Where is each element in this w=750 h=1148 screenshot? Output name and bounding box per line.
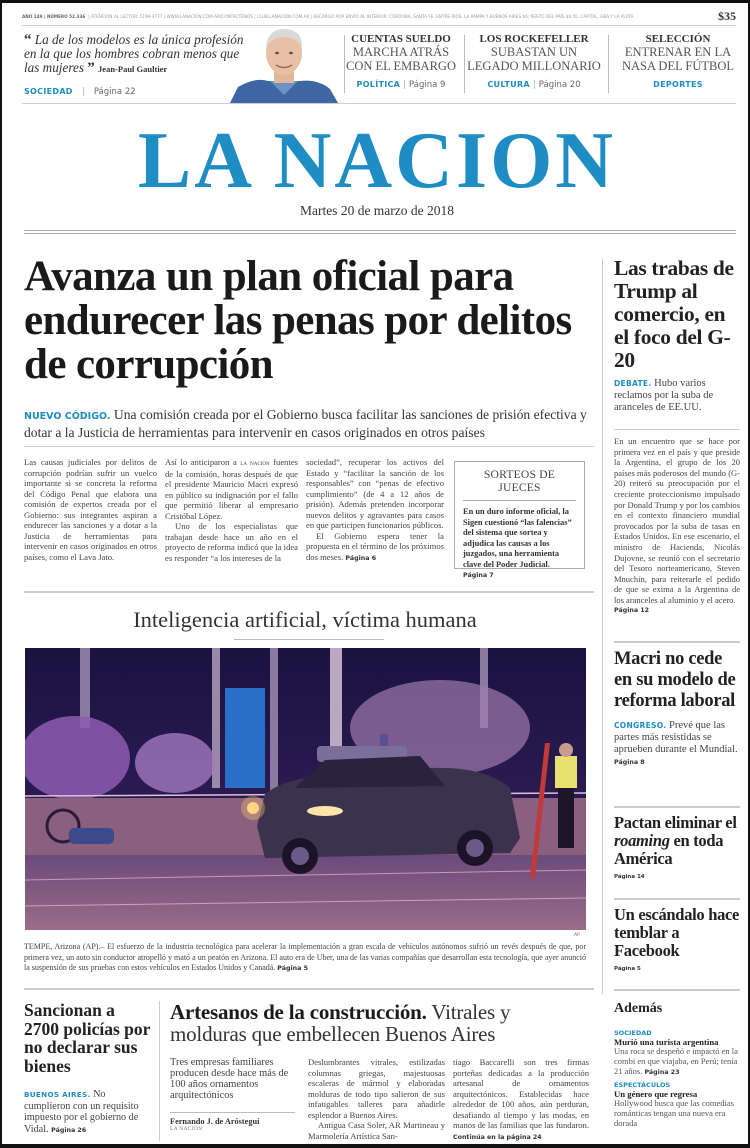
story-headline: Macri no cede en su modelo de reforma laboral [614, 649, 736, 711]
story-headline: Sancionan a 2700 policías por no declarar sus bienes [24, 1000, 151, 1076]
divider [170, 1112, 295, 1113]
news-photo [25, 648, 586, 930]
story-trump[interactable] [614, 257, 740, 414]
contact-info: | ATENCIÓN AL LECTOR: 5199-4777 | WWW.LANACION.COM.AR/CONTACTENOS | CLUB.LANACION.COM.AR | RECARGO POR ENVÍO AL INTERIOR: CÓRDOBA, SANTA FE, ENTRE RÍOS, LA PAMPA Y BUENOS AIRES $6; RESTO DEL PAÍS $6,50. CAPITAL, GBA Y LA PLATA [88, 13, 634, 19]
divider [614, 806, 740, 808]
quote-text: La de los modelos es la única profesión en la que los hombres cobran menos que las mujeres [24, 32, 244, 76]
masthead-info-line [22, 10, 736, 22]
divider [24, 446, 594, 447]
photo-story-title[interactable]: Inteligencia artificial, víctima humana [133, 607, 477, 632]
story-deck: DEBATE. Hubo varios reclamos por la suba de aranceles de EE.UU. [614, 378, 714, 413]
column-divider [159, 1001, 160, 1141]
close-quote-icon: ” [87, 60, 95, 77]
lead-column-1 [24, 457, 157, 562]
story-deck: CONGRESO. Prevé que las partes más resistidas se aprueben durante el Mundial. Página 8 [614, 720, 738, 766]
divider [24, 988, 594, 990]
newspaper-logo[interactable]: LA NACION [137, 117, 617, 205]
story-roaming[interactable] [614, 814, 740, 880]
paragraph: Las causas judiciales por delitos de corrupción podrían sufrir un vuelco importante si se concreta la reforma del Código Penal que elabora una comisión de expertos creada por el Gobierno: sus integrantes aspiran a endurecer las sanciones y a dotar a la Justicia de herramientas para intervenir en casos originados en otros países, como el Lava Jato. [24, 457, 157, 562]
lead-deck [24, 407, 594, 440]
page-ref: Página 6 [345, 554, 377, 562]
section-label: CULTURA [487, 80, 530, 89]
story-policias[interactable] [24, 1001, 152, 1136]
ademas-item[interactable]: SOCIEDAD Murió una turista argentina Una roca se despeñó e impactó en la combi en que viajaba, en Perú; tenía 21 años. Página 23 [614, 1029, 738, 1076]
teaser-title: ENTRENAR EN LA NASA DEL FÚTBOL [621, 45, 735, 73]
page-ref: Página 14 [614, 874, 645, 880]
divider [614, 429, 740, 430]
quote-section-ref: SOCIEDAD | Página 22 [24, 87, 136, 97]
lead-headline[interactable]: Avanza un plan oficial para endurecer las penas por delitos de corrupción [24, 253, 572, 388]
ademas-section [614, 1001, 740, 1129]
photo-caption: TEMPE, Arizona (AP).– El esfuerzo de la industria tecnológica para acelerar la implementación a gran escala de vehículos autónomos sufrió un revés después de que, por primera vez, un auto sin conductor atropelló y mató a un peatón en Arizona. El auto era de Uber, una de las varias compañías que desarrollan esta tecnología, que ayer anunció la suspensión de sus pruebas con estos vehículos en Estados Unidos y Canadá. Página 5 [24, 942, 586, 972]
year-issue: AÑO 149 | NÚMERO 52.336 [22, 13, 86, 19]
price: $35 [718, 10, 736, 22]
quote-author: Jean-Paul Gaultier [98, 64, 168, 75]
section-label: POLÍTICA [356, 80, 401, 89]
divider [614, 989, 740, 991]
paragraph: Así lo anticiparon a la nacion fuentes de la comisión, horas después de que el presidente Mauricio Macri expresó en público su indignación por el fallo que permitió liberar al empresario Cristóbal López. [165, 457, 298, 521]
paragraph: El Gobierno espera tener la propuesta en el término de los próximos dos meses. Página 6 [306, 530, 444, 562]
teaser-kicker: SELECCIÓN [645, 33, 711, 45]
story-headline: Un escándalo hace temblar a Facebook [614, 905, 740, 960]
divider [234, 639, 384, 640]
teaser-title: SUBASTAN UN LEGADO MILLONARIO [467, 45, 601, 73]
paragraph: sociedad”, recuperar los activos del Estado y “facilitar la sanción de los responsables” con “penas de efectivo cumplimiento” (de 4 a 12 años de prisión). Además pretenden incorporar nuevos delitos y agravantes para casos en que participen funcionarios públicos. [306, 457, 444, 530]
portrait-photo [230, 25, 338, 103]
artesanos-deck: Tres empresas familiares producen desde hace más de 100 años ornamentos arquitectónicos [170, 1057, 289, 1101]
ademas-title: Además [614, 1001, 663, 1016]
divider [614, 898, 740, 900]
teaser-rockefeller[interactable]: LOS ROCKEFELLER SUBASTAN UN LEGADO MILLONARIO CULTURA | Página 20 [467, 33, 601, 90]
divider [608, 35, 609, 93]
teaser-kicker: CUENTAS SUELDO [351, 33, 451, 45]
section-label[interactable]: SOCIEDAD [24, 87, 73, 96]
teaser-seleccion[interactable] [614, 33, 742, 92]
byline: Fernando J. de Aróstegui LA NACION [170, 1117, 260, 1132]
column-divider [602, 259, 603, 994]
teaser-title: MARCHA ATRÁS CON EL EMBARGO [346, 45, 456, 73]
divider [24, 591, 594, 593]
lead-deck-text: Una comisión creada por el Gobierno busca facilitar las sanciones de prisión efectiva y dotar a la Justicia de herramientas para intervenir en casos originados en otros países [24, 407, 587, 440]
artesanos-headline[interactable]: Artesanos de la construcción. Vitrales y molduras que embellecen Buenos Aires [170, 1000, 511, 1046]
divider [614, 641, 740, 643]
section-label: DEPORTES [653, 80, 703, 89]
open-quote-icon: “ [24, 32, 32, 48]
ademas-item[interactable]: ESPECTÁCULOS Un género que regresa Hollywood busca que las comedias románticas tengan una nueva era dorada [614, 1081, 734, 1128]
top-quote[interactable] [24, 33, 254, 77]
page-ref: Página 5 [614, 966, 641, 972]
divider [22, 25, 736, 26]
divider [344, 35, 345, 93]
divider [22, 103, 736, 104]
sorteos-box[interactable] [454, 461, 585, 579]
issue-date: Martes 20 de marzo de 2018 [299, 203, 455, 218]
lead-kicker: NUEVO CÓDIGO. [24, 411, 111, 422]
photo-credit: AP [574, 933, 580, 938]
page-ref: Página 9 [409, 80, 446, 90]
story-deck: BUENOS AIRES. No cumplieron con un requisito impuesto por el gobierno de Vidal. Página 26 [24, 1089, 139, 1135]
page-ref: Página 22 [93, 87, 136, 97]
paragraph: Uno de los especialistas que trabajan desde hace un año en el proyecto de reforma indicó que la idea es responder “a los intereses de la [165, 521, 298, 563]
story-macri[interactable] [614, 649, 740, 769]
story-trump-body: En un encuentro que se hace por primera vez en el país y que preside la Argentina, el grupo de los 20 países más poderosos del mundo (G-20) reiteró su preocupación por el creciente proteccionismo impulsado por Donald Trump y por los cambios en el contexto financiero mundial provocados por la suba de tasas en Estados Unidos. En ese escenario, el ministro de Hacienda, Nicolás Dujovne, se reunió con el secretario del Tesoro norteamericano, Steven Mnuchin, para reiterarle el pedido de que se exima a la Argentina de los aranceles al aluminio y el acero. Página 12 [614, 436, 740, 614]
divider [464, 35, 465, 93]
lead-column-2 [165, 457, 298, 563]
story-headline: Pactan eliminar el roaming en toda América [614, 813, 737, 868]
story-facebook[interactable] [614, 906, 740, 972]
teaser-kicker: LOS ROCKEFELLER [479, 33, 589, 45]
story-headline: Las trabas de Trump al comercio, en el foco del G-20 [614, 256, 734, 372]
page-ref: Página 20 [538, 80, 581, 90]
accident-scene-image [25, 648, 586, 930]
teaser-cuentas-sueldo[interactable]: CUENTAS SUELDO MARCHA ATRÁS CON EL EMBARGO POLÍTICA | Página 9 [346, 33, 456, 90]
box-title: SORTEOS DE JUECES [463, 468, 576, 501]
box-text: En un duro informe oficial, la Sigen cuestionó “las falencias” del sistema que sortea y adjudica las causas a los juzgados, una herramienta clave del Poder Judicial. Página 7 [463, 507, 572, 579]
lead-column-3 [306, 457, 444, 564]
divider [24, 230, 736, 234]
artesanos-column-1: Deslumbrantes vitrales, estilizadas columnas griegas, majestuosas escaleras de mármol y elaboradas molduras de todo tipo salieron de sus infatigables talleres para añadirle esplendor a Buenos Aires. Antigua Casa Soler, AR Martineau y Marmolería Artística San- [308, 1057, 445, 1141]
artesanos-column-2: tiago Baccarelli son tres firmas porteñas dedicadas a la producción artesanal de ornamentos arquitectónicos. Establecidas hace alrededor de 100 años, aún perduran, desafiando al tiempo y las modas, en manos de las familias que las fundaron. Continúa en la página 24 [453, 1057, 589, 1141]
